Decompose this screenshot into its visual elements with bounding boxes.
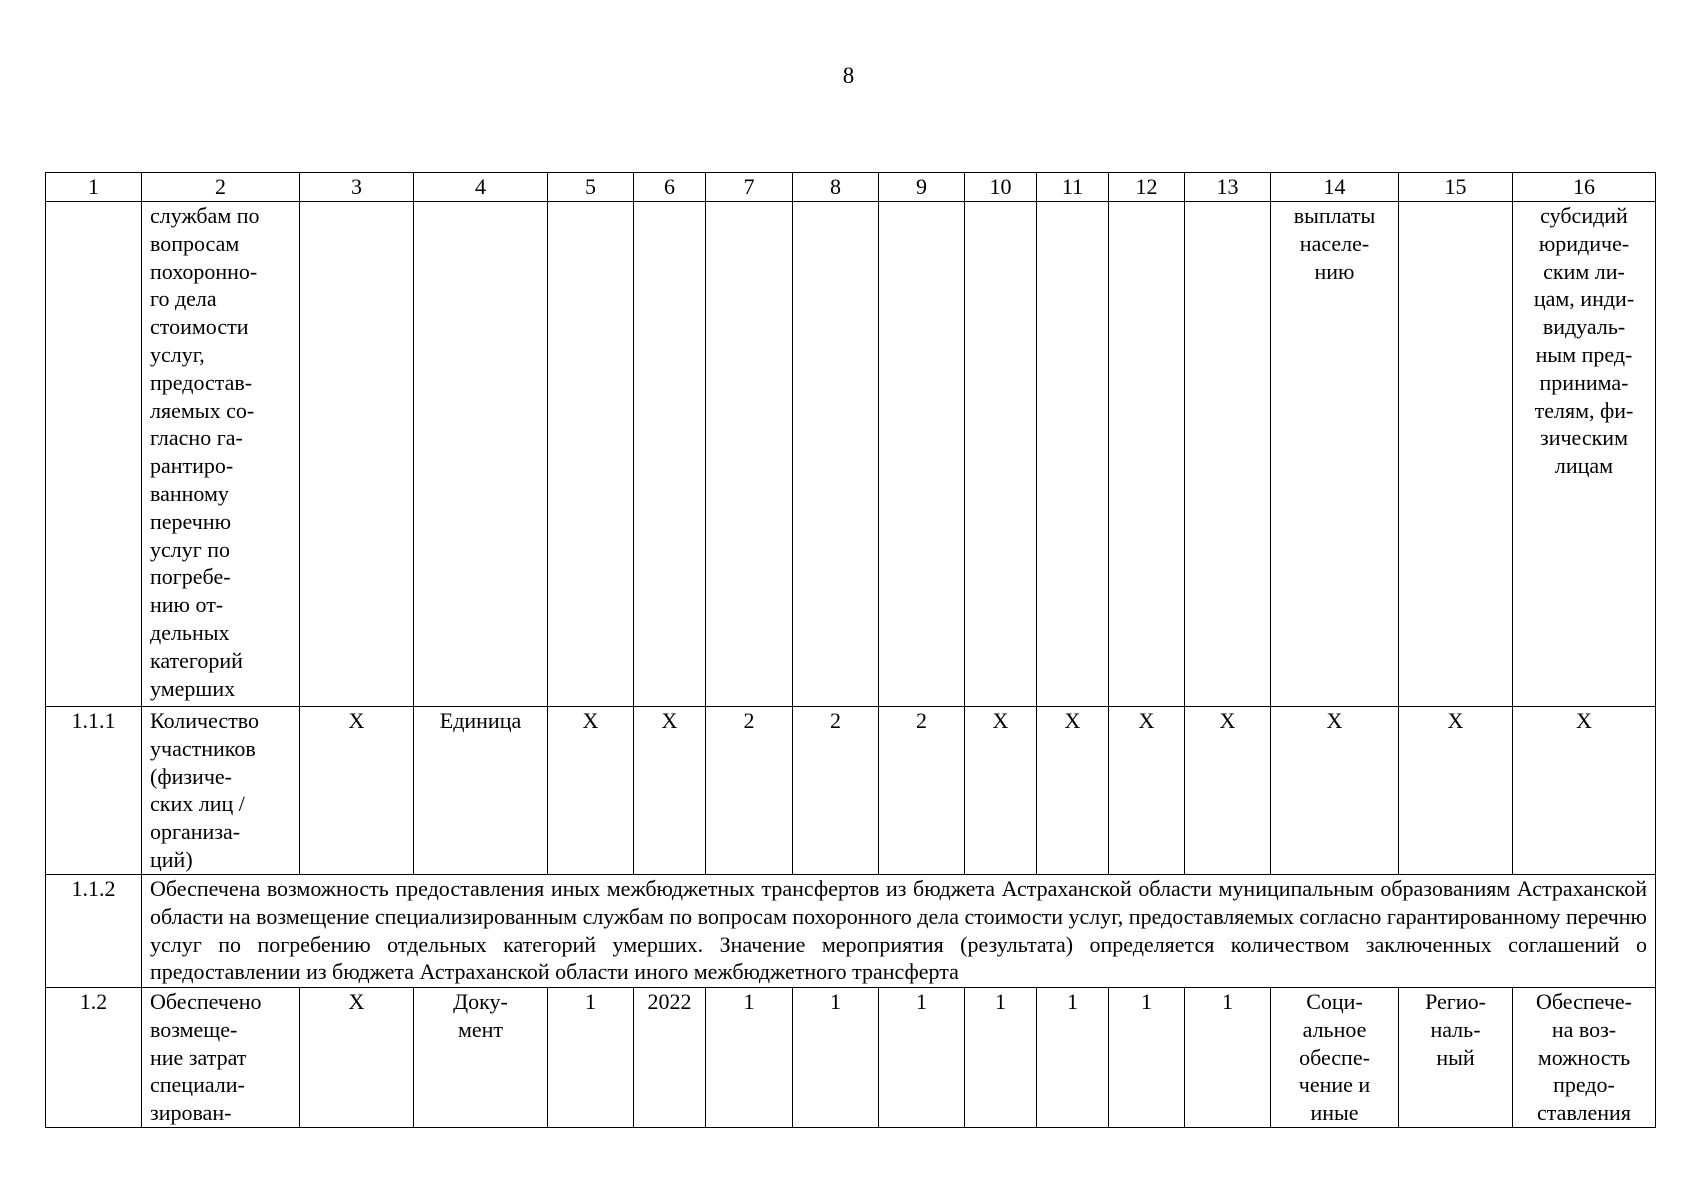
table-cell [1399,202,1513,707]
column-number: 5 [548,173,634,202]
measure-name-cell: службам по вопросам похоронно- го дела стоимости услуг, предостав- ляемых со- гласно га- рантиро- ванному перечню услуг по погребе- нию от- дельных категорий умерших [142,202,300,707]
table-cell: 1 [1037,988,1109,1128]
column-number: 12 [1109,173,1185,202]
table-cell [300,202,414,707]
column-number: 13 [1185,173,1271,202]
project-type-cell: Регио- наль- ный [1399,988,1513,1128]
column-number: 9 [879,173,965,202]
table-row-continued [46,202,1656,707]
row-number-cell: 1.1.1 [46,707,142,875]
table-cell: Х [1109,707,1185,875]
table-cell: 2 [793,707,879,875]
column-number: 16 [1513,173,1656,202]
column-number: 14 [1271,173,1399,202]
column-number: 4 [414,173,548,202]
table-cell: Х [300,988,414,1128]
column-number: 15 [1399,173,1513,202]
table-cell: 1 [793,988,879,1128]
year-cell: 2022 [634,988,706,1128]
table-cell: Х [634,707,706,875]
column-number: 7 [706,173,793,202]
table-cell [414,202,548,707]
table-cell [1185,202,1271,707]
table-cell [793,202,879,707]
table-cell: Х [300,707,414,875]
measure-name-cell: Количество участников (физиче- ских лиц / организа- ций) [142,707,300,875]
table-cell: 1 [879,988,965,1128]
column-number: 1 [46,173,142,202]
table-cell [634,202,706,707]
row-number-cell: 1.1.2 [46,875,142,988]
table-cell [1109,202,1185,707]
table-row-1-2 [46,988,1656,1128]
table-cell [879,202,965,707]
table-cell [965,202,1037,707]
table-cell: Х [1271,707,1399,875]
result-description-cell: Обеспечена возможность предоставления иных межбюджетных трансфертов из бюджета Астраханской области муниципальным образованиям Астраханской области на возмещение специализированным службам по вопросам похоронного дела стоимости услуг, предоставляемых согласно гарантированному перечню услуг по погребению отдельных категорий умерших. Значение мероприятия (результата) определяется количеством заключенных соглашений о предоставлении из бюджета Астраханской области иного межбюджетного трансферта [142,875,1656,988]
unit-cell: Единица [414,707,548,875]
column-number: 6 [634,173,706,202]
column-number-row [46,173,1656,202]
page-number: 8 [842,63,855,88]
table-cell: 2 [879,707,965,875]
table-cell [1037,202,1109,707]
column-number: 2 [142,173,300,202]
table-cell: 1 [1185,988,1271,1128]
table-cell: 2 [706,707,793,875]
table-row-1-1-2 [46,875,1656,988]
table-cell: Х [1399,707,1513,875]
column-number: 8 [793,173,879,202]
expense-type-cell: выплаты населе- нию [1271,202,1399,707]
table-cell: Х [1037,707,1109,875]
table-cell [46,202,142,707]
expense-type-cell: Соци- альное обеспе- чение и иные [1271,988,1399,1128]
column-number: 11 [1037,173,1109,202]
table-cell: Х [548,707,634,875]
result-description-cell: Обеспече- на воз- можность предо- ставления [1513,988,1656,1128]
table-cell: 1 [965,988,1037,1128]
table-cell: 1 [706,988,793,1128]
result-description-cell: субсидий юридиче- ским ли- цам, инди- видуаль- ным пред- принима- телям, фи- зическим лицам [1513,202,1656,707]
table-cell: 1 [1109,988,1185,1128]
table-cell: 1 [548,988,634,1128]
column-number: 3 [300,173,414,202]
table-row-1-1-1 [46,707,1656,875]
column-number: 10 [965,173,1037,202]
measures-table [45,172,1656,1128]
table-cell [706,202,793,707]
measure-name-cell: Обеспечено возмеще- ние затрат специали- зирован- [142,988,300,1128]
table-cell [548,202,634,707]
table-cell: Х [1513,707,1656,875]
table-cell: Х [965,707,1037,875]
row-number-cell: 1.2 [46,988,142,1128]
unit-cell: Доку- мент [414,988,548,1128]
table-cell: Х [1185,707,1271,875]
